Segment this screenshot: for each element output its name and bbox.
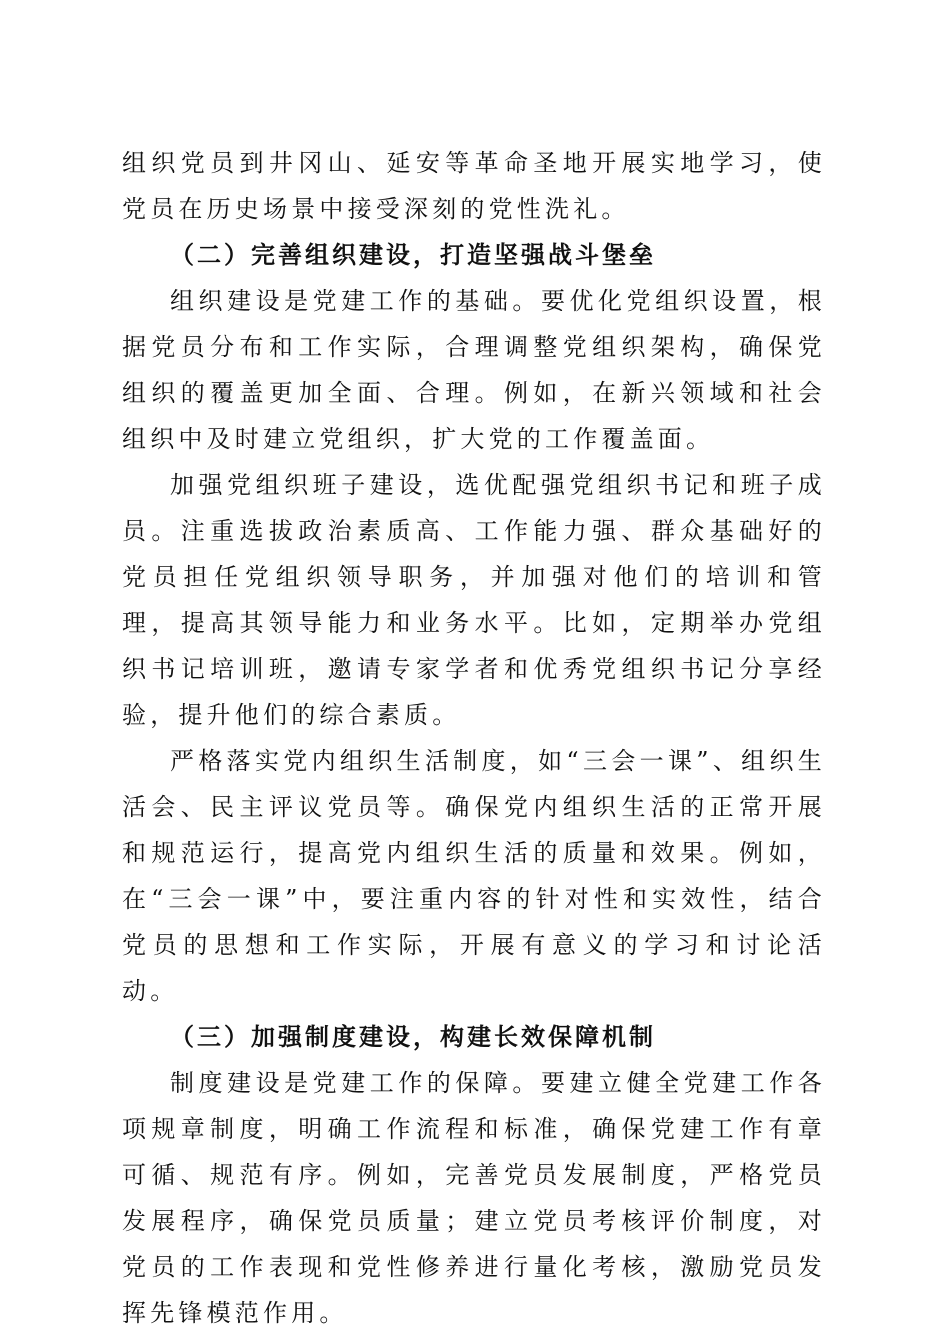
section-heading-3: （三）加强制度建设，构建长效保障机制	[170, 1023, 656, 1051]
paragraph-system-building: 制度建设是党建工作的保障。要建立健全党建工作各项规章制度，明确工作流程和标准，确保党建工作有章可循、规范有序。例如，完善党员发展制度，严格党员发展程序，确保党员质量；建立党员考核评价制度，对党员的工作表现和党性修养进行量化考核，激励党员发挥先锋模范作用。	[122, 1069, 826, 1327]
paragraph-continuation: 组织党员到井冈山、延安等革命圣地开展实地学习，使党员在历史场景中接受深刻的党性洗礼。	[122, 149, 826, 223]
paragraph-organizational-life: 严格落实党内组织生活制度，如“三会一课”、组织生活会、民主评议党员等。确保党内组织生活的正常开展和规范运行，提高党内组织生活的质量和效果。例如，在“三会一课”中，要注重内容的针对性和实效性，结合党员的思想和工作实际，开展有意义的学习和讨论活动。	[122, 747, 826, 1005]
paragraph-organization-building: 组织建设是党建工作的基础。要优化党组织设置，根据党员分布和工作实际，合理调整党组织架构，确保党组织的覆盖更加全面、合理。例如，在新兴领域和社会组织中及时建立党组织，扩大党的工作覆盖面。	[122, 287, 826, 453]
paragraph-leadership-team: 加强党组织班子建设，选优配强党组织书记和班子成员。注重选拔政治素质高、工作能力强、群众基础好的党员担任党组织领导职务，并加强对他们的培训和管理，提高其领导能力和业务水平。比如，定期举办党组织书记培训班，邀请专家学者和优秀党组织书记分享经验，提升他们的综合素质。	[122, 471, 826, 729]
document-body	[122, 140, 826, 1336]
section-heading-2: （二）完善组织建设，打造坚强战斗堡垒	[170, 241, 656, 269]
